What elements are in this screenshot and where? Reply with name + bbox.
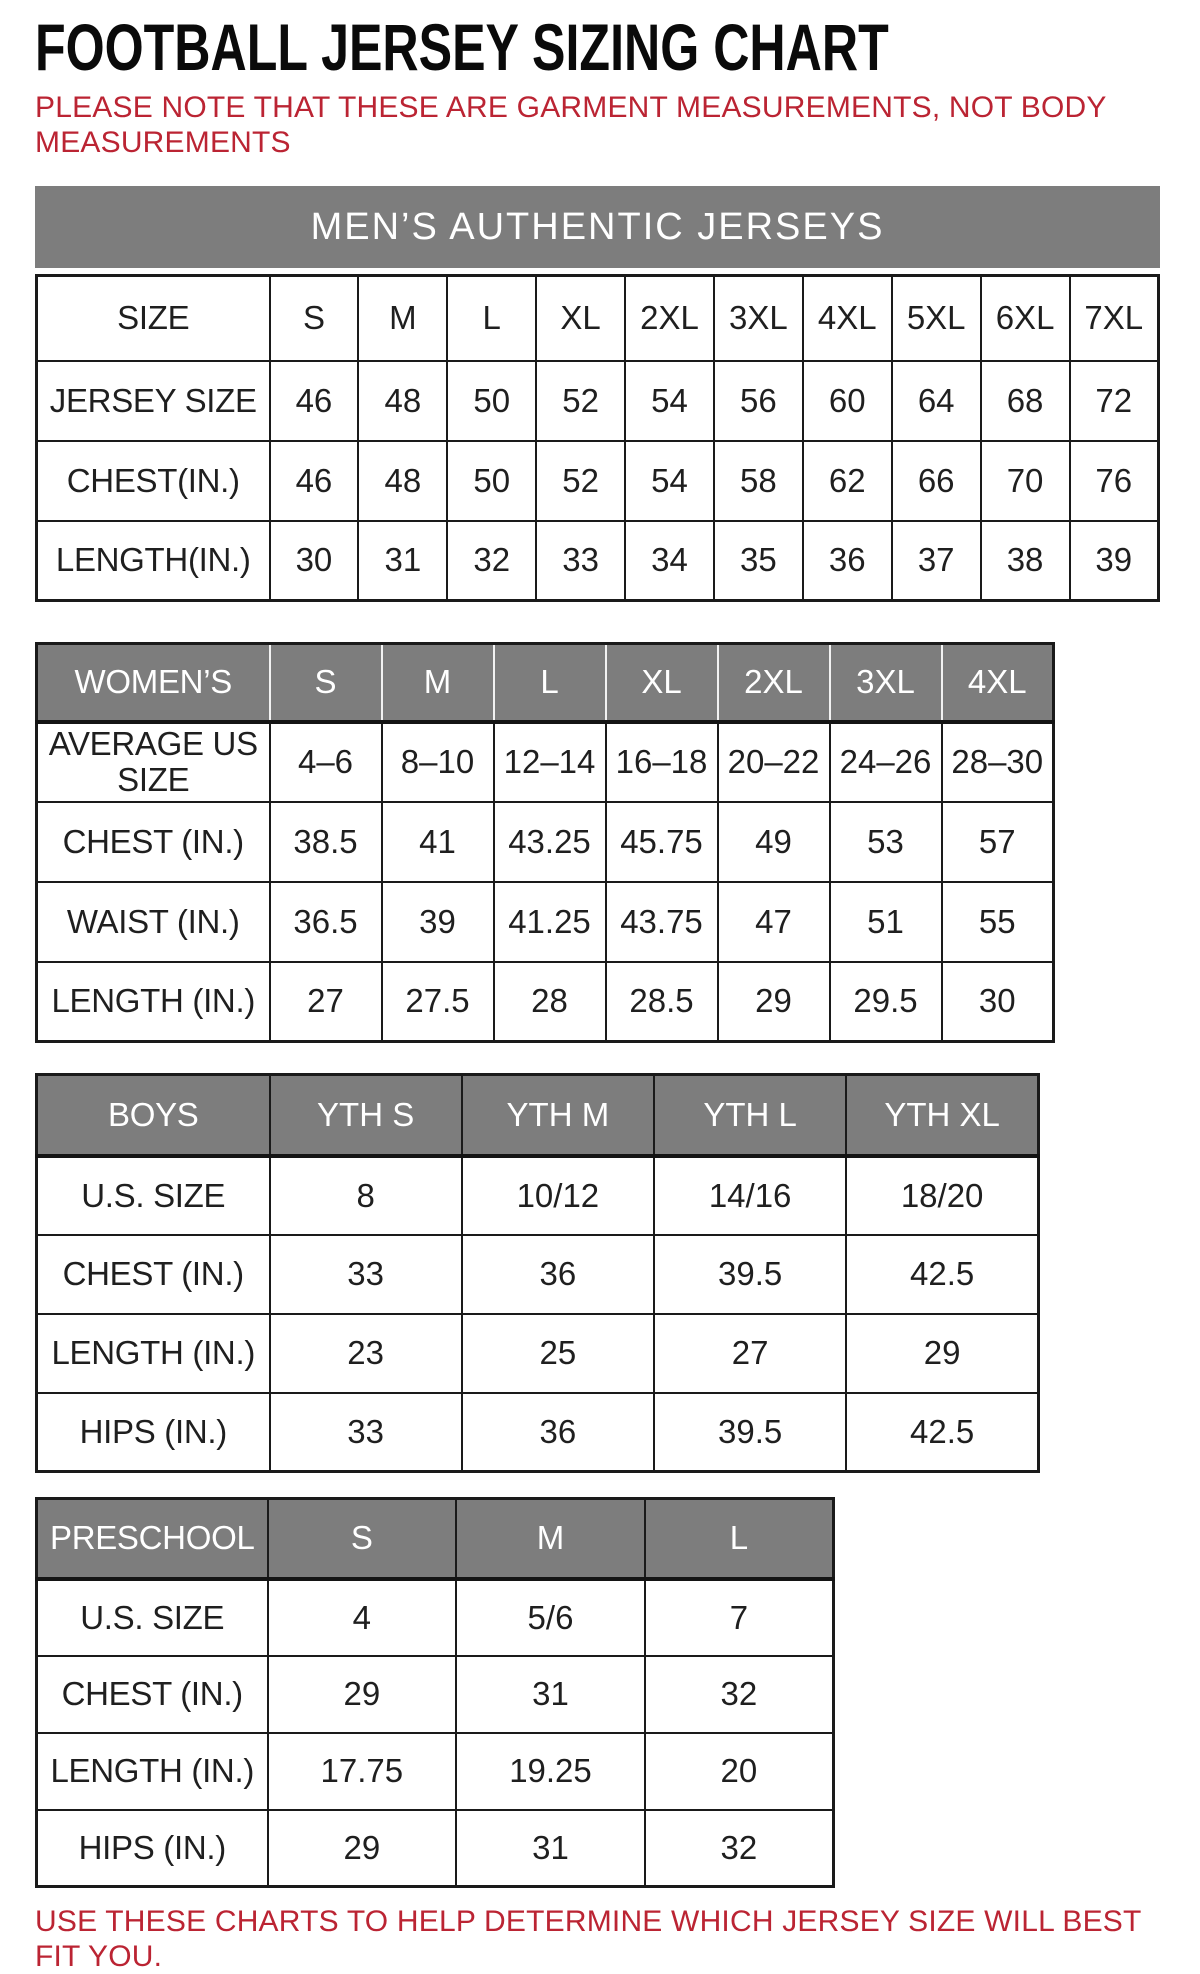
value-cell: 27.5 bbox=[382, 962, 494, 1042]
row-label: U.S. SIZE bbox=[37, 1579, 268, 1656]
boys-col-header: YTH S bbox=[270, 1075, 462, 1156]
mens-sizing-table bbox=[35, 274, 1160, 602]
womens-us-size-row bbox=[37, 722, 1054, 802]
row-label: U.S. SIZE bbox=[37, 1156, 270, 1235]
value-cell: 16–18 bbox=[606, 722, 718, 802]
value-cell: 32 bbox=[645, 1810, 834, 1887]
row-label: LENGTH (IN.) bbox=[37, 1733, 268, 1810]
fit-advice-note: USE THESE CHARTS TO HELP DETERMINE WHICH JERSEY SIZE WILL BEST FIT YOU. bbox=[35, 1905, 1141, 1974]
value-cell: 7 bbox=[645, 1579, 834, 1656]
boys-sizing-table bbox=[35, 1073, 1040, 1473]
preschool-sizing-table bbox=[35, 1497, 835, 1888]
row-label: CHEST (IN.) bbox=[37, 1656, 268, 1733]
mens-col-header: 7XL bbox=[1070, 276, 1159, 361]
row-label: AVERAGE US SIZE bbox=[37, 722, 270, 802]
boys-hips-row bbox=[37, 1393, 1039, 1472]
value-cell: 36 bbox=[462, 1235, 654, 1314]
value-cell: 4 bbox=[268, 1579, 457, 1656]
row-label: CHEST (IN.) bbox=[37, 802, 270, 882]
mens-col-header: 2XL bbox=[625, 276, 714, 361]
preschool-hips-row bbox=[37, 1810, 834, 1887]
mens-col-header: S bbox=[270, 276, 359, 361]
value-cell: 33 bbox=[270, 1393, 462, 1472]
value-cell: 46 bbox=[270, 361, 359, 441]
value-cell: 17.75 bbox=[268, 1733, 457, 1810]
value-cell: 10/12 bbox=[462, 1156, 654, 1235]
value-cell: 29 bbox=[268, 1656, 457, 1733]
value-cell: 29 bbox=[718, 962, 830, 1042]
row-label: HIPS (IN.) bbox=[37, 1393, 270, 1472]
womens-col-header: L bbox=[494, 644, 606, 722]
value-cell: 8 bbox=[270, 1156, 462, 1235]
value-cell: 20–22 bbox=[718, 722, 830, 802]
value-cell: 30 bbox=[270, 521, 359, 601]
value-cell: 66 bbox=[892, 441, 981, 521]
value-cell: 29 bbox=[846, 1314, 1038, 1393]
value-cell: 28 bbox=[494, 962, 606, 1042]
value-cell: 41.25 bbox=[494, 882, 606, 962]
value-cell: 58 bbox=[714, 441, 803, 521]
womens-col-header: 3XL bbox=[830, 644, 942, 722]
womens-length-row bbox=[37, 962, 1054, 1042]
value-cell: 33 bbox=[270, 1235, 462, 1314]
womens-chest-row bbox=[37, 802, 1054, 882]
row-label: HIPS (IN.) bbox=[37, 1810, 268, 1887]
preschool-us-size-row bbox=[37, 1579, 834, 1656]
value-cell: 30 bbox=[942, 962, 1054, 1042]
row-label: LENGTH (IN.) bbox=[37, 1314, 270, 1393]
mens-header-row bbox=[37, 276, 1159, 361]
preschool-header-row bbox=[37, 1499, 834, 1579]
row-label: JERSEY SIZE bbox=[37, 361, 270, 441]
preschool-col-header: PRESCHOOL bbox=[37, 1499, 268, 1579]
value-cell: 39.5 bbox=[654, 1393, 846, 1472]
value-cell: 37 bbox=[892, 521, 981, 601]
value-cell: 31 bbox=[456, 1656, 645, 1733]
row-label: LENGTH (IN.) bbox=[37, 962, 270, 1042]
page-title bbox=[35, 10, 1162, 84]
preschool-length-row bbox=[37, 1733, 834, 1810]
value-cell: 27 bbox=[270, 962, 382, 1042]
row-label: CHEST(IN.) bbox=[37, 441, 270, 521]
row-label: WAIST (IN.) bbox=[37, 882, 270, 962]
boys-col-header: YTH XL bbox=[846, 1075, 1038, 1156]
value-cell: 24–26 bbox=[830, 722, 942, 802]
value-cell: 23 bbox=[270, 1314, 462, 1393]
mens-chest-row bbox=[37, 441, 1159, 521]
value-cell: 35 bbox=[714, 521, 803, 601]
value-cell: 72 bbox=[1070, 361, 1159, 441]
mens-jersey-size-row bbox=[37, 361, 1159, 441]
value-cell: 39.5 bbox=[654, 1235, 846, 1314]
value-cell: 14/16 bbox=[654, 1156, 846, 1235]
value-cell: 53 bbox=[830, 802, 942, 882]
value-cell: 39 bbox=[1070, 521, 1159, 601]
mens-col-header: 6XL bbox=[981, 276, 1070, 361]
boys-us-size-row bbox=[37, 1156, 1039, 1235]
preschool-col-header: S bbox=[268, 1499, 457, 1579]
value-cell: 39 bbox=[382, 882, 494, 962]
boys-col-header: YTH M bbox=[462, 1075, 654, 1156]
value-cell: 52 bbox=[536, 361, 625, 441]
value-cell: 31 bbox=[358, 521, 447, 601]
value-cell: 8–10 bbox=[382, 722, 494, 802]
mens-col-header: M bbox=[358, 276, 447, 361]
value-cell: 42.5 bbox=[846, 1393, 1038, 1472]
mens-col-header: 3XL bbox=[714, 276, 803, 361]
mens-col-header: SIZE bbox=[37, 276, 270, 361]
womens-waist-row bbox=[37, 882, 1054, 962]
mens-col-header: 4XL bbox=[803, 276, 892, 361]
value-cell: 36.5 bbox=[270, 882, 382, 962]
value-cell: 28.5 bbox=[606, 962, 718, 1042]
womens-col-header: XL bbox=[606, 644, 718, 722]
value-cell: 50 bbox=[447, 361, 536, 441]
womens-col-header: 2XL bbox=[718, 644, 830, 722]
value-cell: 45.75 bbox=[606, 802, 718, 882]
row-label: LENGTH(IN.) bbox=[37, 521, 270, 601]
value-cell: 36 bbox=[803, 521, 892, 601]
value-cell: 20 bbox=[645, 1733, 834, 1810]
mens-table-banner: MEN’S AUTHENTIC JERSEYS bbox=[35, 186, 1160, 268]
mens-col-header: 5XL bbox=[892, 276, 981, 361]
value-cell: 52 bbox=[536, 441, 625, 521]
value-cell: 36 bbox=[462, 1393, 654, 1472]
value-cell: 68 bbox=[981, 361, 1070, 441]
value-cell: 38 bbox=[981, 521, 1070, 601]
womens-col-header: 4XL bbox=[942, 644, 1054, 722]
value-cell: 41 bbox=[382, 802, 494, 882]
value-cell: 48 bbox=[358, 361, 447, 441]
womens-col-header: S bbox=[270, 644, 382, 722]
value-cell: 56 bbox=[714, 361, 803, 441]
value-cell: 54 bbox=[625, 361, 714, 441]
value-cell: 43.25 bbox=[494, 802, 606, 882]
value-cell: 5/6 bbox=[456, 1579, 645, 1656]
value-cell: 4–6 bbox=[270, 722, 382, 802]
boys-chest-row bbox=[37, 1235, 1039, 1314]
value-cell: 27 bbox=[654, 1314, 846, 1393]
mens-length-row bbox=[37, 521, 1159, 601]
value-cell: 49 bbox=[718, 802, 830, 882]
value-cell: 70 bbox=[981, 441, 1070, 521]
value-cell: 57 bbox=[942, 802, 1054, 882]
value-cell: 12–14 bbox=[494, 722, 606, 802]
value-cell: 48 bbox=[358, 441, 447, 521]
row-label: CHEST (IN.) bbox=[37, 1235, 270, 1314]
boys-header-row bbox=[37, 1075, 1039, 1156]
value-cell: 18/20 bbox=[846, 1156, 1038, 1235]
value-cell: 25 bbox=[462, 1314, 654, 1393]
womens-col-header: M bbox=[382, 644, 494, 722]
value-cell: 46 bbox=[270, 441, 359, 521]
value-cell: 47 bbox=[718, 882, 830, 962]
boys-length-row bbox=[37, 1314, 1039, 1393]
mens-col-header: XL bbox=[536, 276, 625, 361]
garment-measurement-note: PLEASE NOTE THAT THESE ARE GARMENT MEASUREMENTS, NOT BODY MEASUREMENTS bbox=[35, 91, 1107, 160]
mens-col-header: L bbox=[447, 276, 536, 361]
value-cell: 51 bbox=[830, 882, 942, 962]
value-cell: 62 bbox=[803, 441, 892, 521]
value-cell: 54 bbox=[625, 441, 714, 521]
value-cell: 64 bbox=[892, 361, 981, 441]
value-cell: 33 bbox=[536, 521, 625, 601]
page-title-text: FOOTBALL JERSEY SIZING CHART bbox=[35, 10, 889, 84]
value-cell: 31 bbox=[456, 1810, 645, 1887]
womens-col-header: WOMEN’S bbox=[37, 644, 270, 722]
value-cell: 76 bbox=[1070, 441, 1159, 521]
preschool-col-header: L bbox=[645, 1499, 834, 1579]
boys-col-header: YTH L bbox=[654, 1075, 846, 1156]
value-cell: 50 bbox=[447, 441, 536, 521]
boys-col-header: BOYS bbox=[37, 1075, 270, 1156]
value-cell: 60 bbox=[803, 361, 892, 441]
value-cell: 29 bbox=[268, 1810, 457, 1887]
value-cell: 34 bbox=[625, 521, 714, 601]
value-cell: 38.5 bbox=[270, 802, 382, 882]
value-cell: 29.5 bbox=[830, 962, 942, 1042]
value-cell: 43.75 bbox=[606, 882, 718, 962]
preschool-col-header: M bbox=[456, 1499, 645, 1579]
value-cell: 28–30 bbox=[942, 722, 1054, 802]
value-cell: 55 bbox=[942, 882, 1054, 962]
preschool-chest-row bbox=[37, 1656, 834, 1733]
value-cell: 32 bbox=[447, 521, 536, 601]
womens-header-row bbox=[37, 644, 1054, 722]
value-cell: 32 bbox=[645, 1656, 834, 1733]
womens-sizing-table bbox=[35, 642, 1055, 1043]
value-cell: 42.5 bbox=[846, 1235, 1038, 1314]
value-cell: 19.25 bbox=[456, 1733, 645, 1810]
